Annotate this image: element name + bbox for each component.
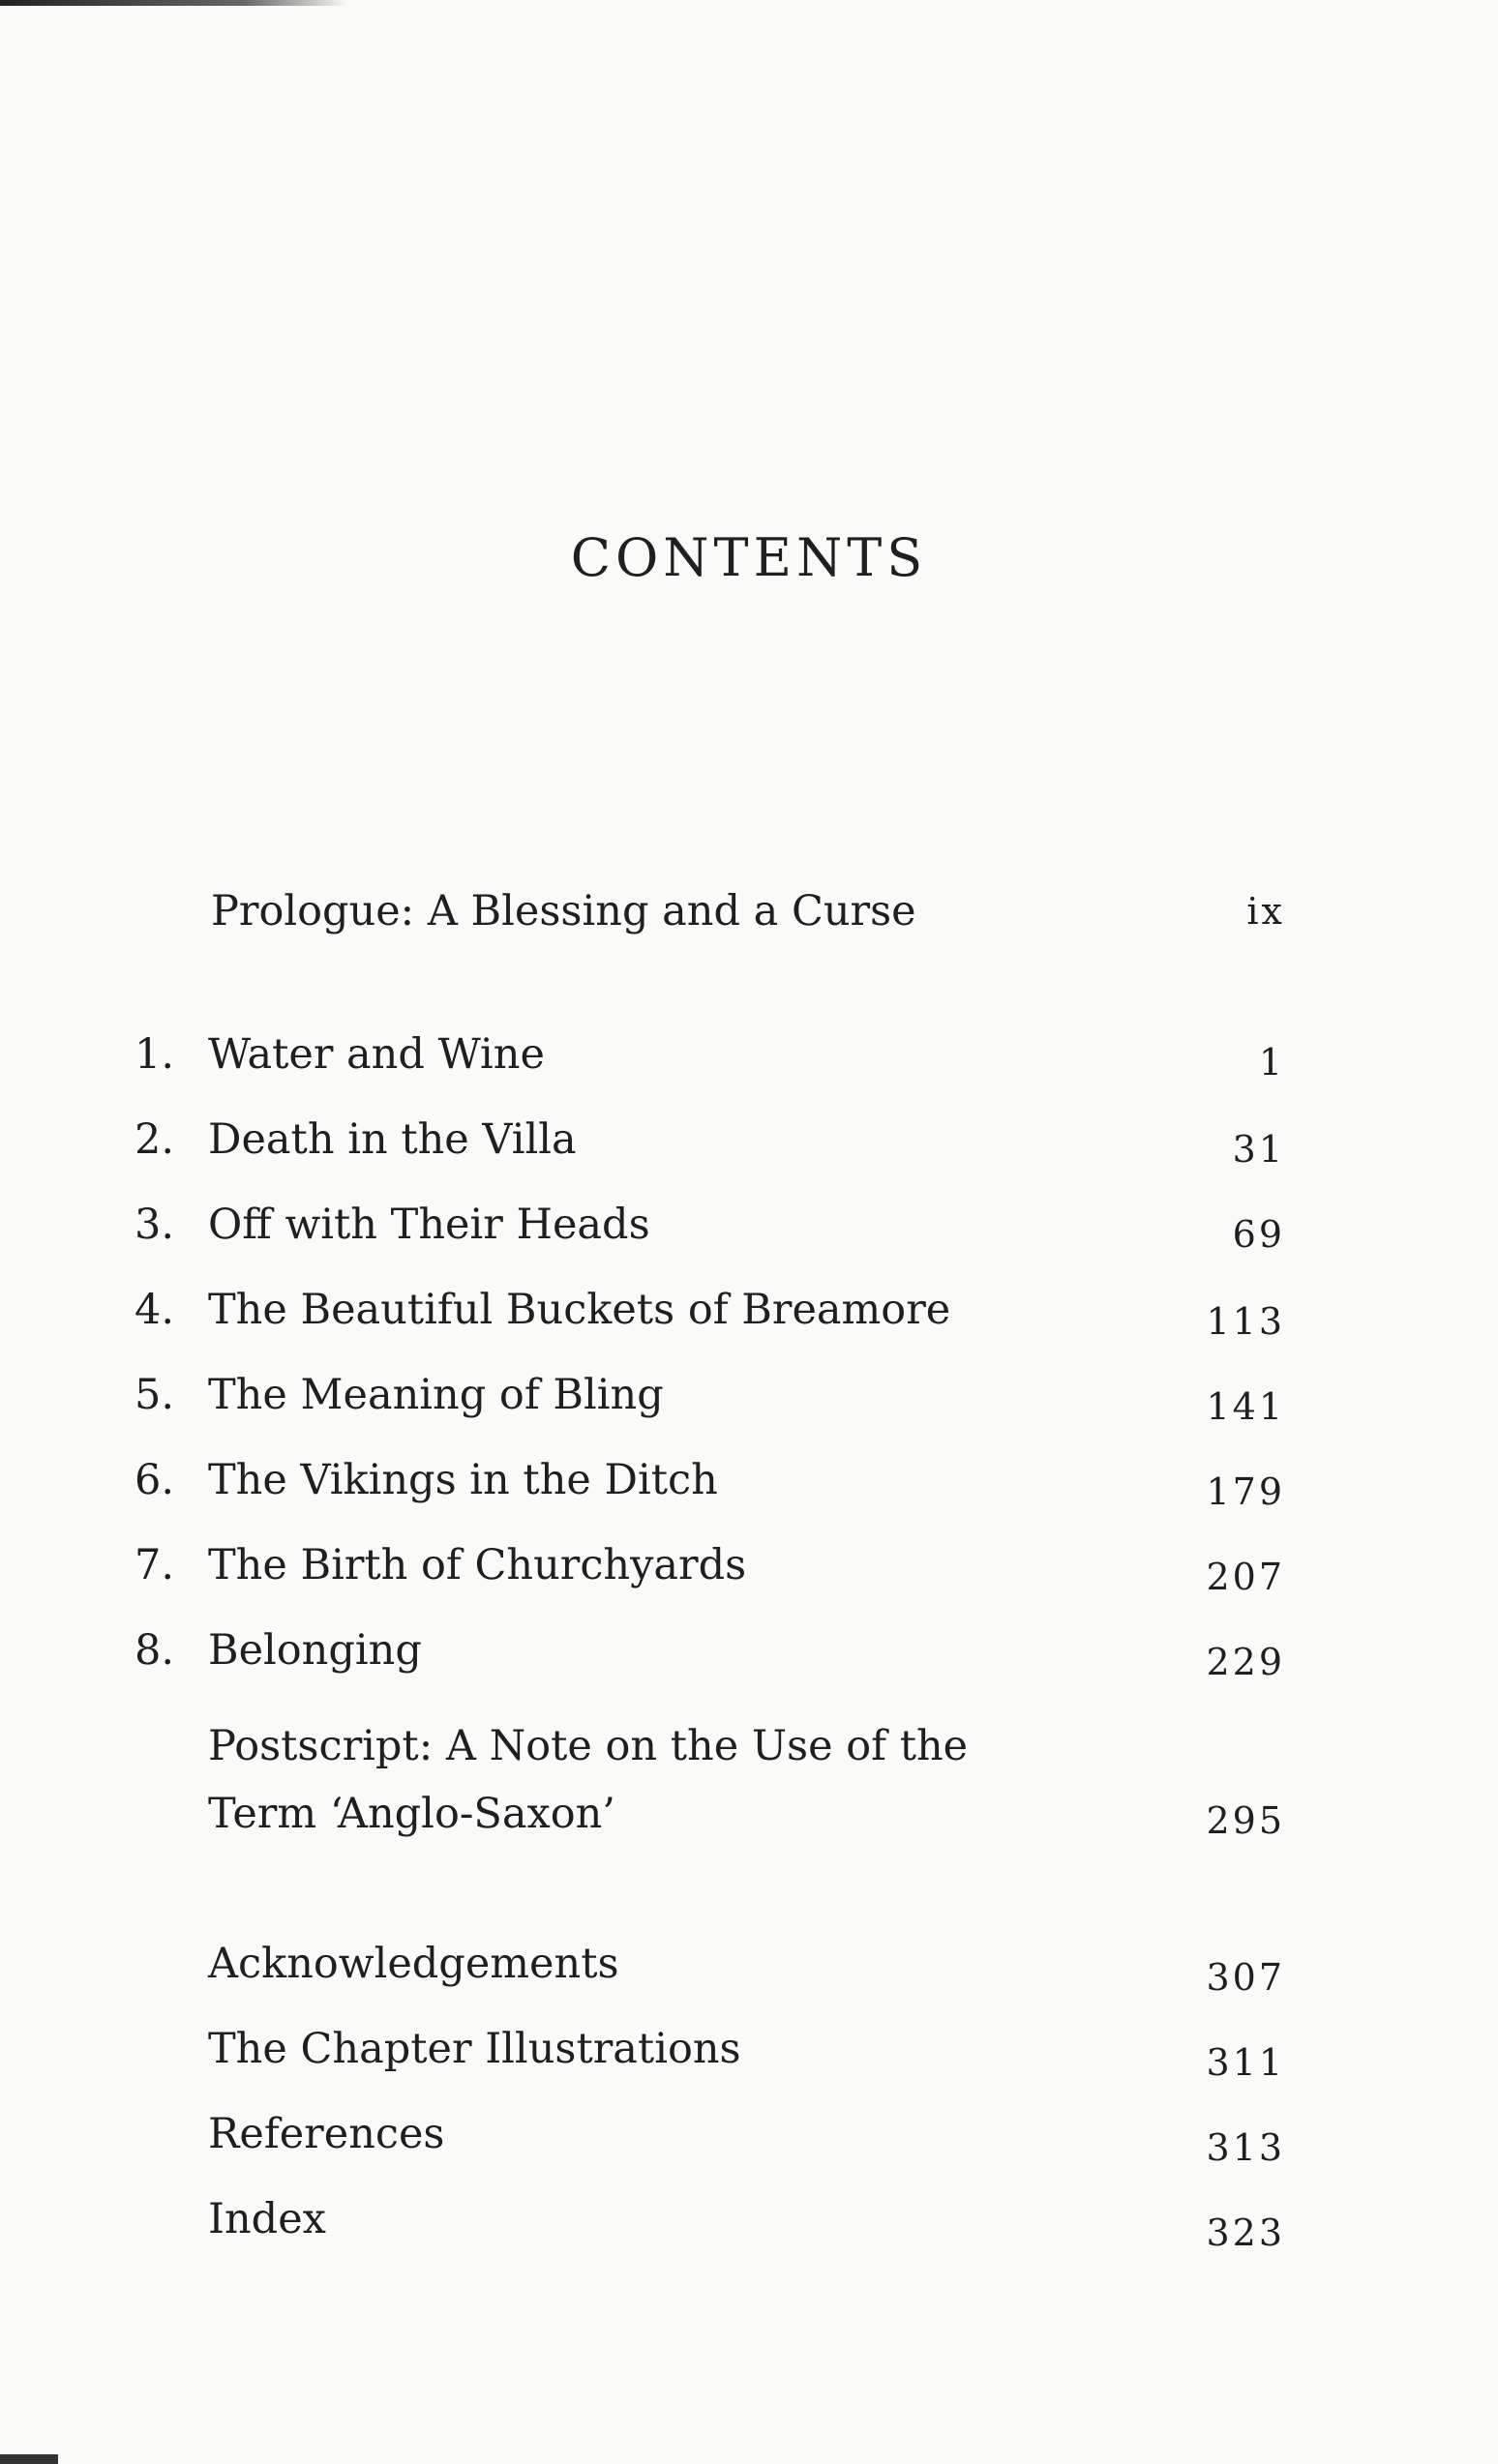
toc-entry-label: The Birth of Churchyards — [208, 1541, 747, 1589]
toc-entry-label: Off with Their Heads — [208, 1201, 650, 1249]
toc-entry-label: The Meaning of Bling — [208, 1371, 664, 1419]
toc-entry-page: 323 — [1206, 2212, 1285, 2254]
toc-entry-label: Acknowledgements — [208, 1940, 619, 1988]
toc-entry-page: 141 — [1206, 1385, 1285, 1428]
toc-entry-label-line-1: Postscript: A Note on the Use of the — [208, 1722, 969, 1770]
toc-entry-number: 8. — [134, 1626, 174, 1675]
toc-entry-page: 207 — [1206, 1556, 1285, 1598]
toc-entry-label: Water and Wine — [208, 1030, 545, 1079]
toc-entry-page: 113 — [1206, 1300, 1285, 1343]
toc-entry-chapter-5 — [0, 1366, 1498, 1428]
toc-entry-chapter-illustrations — [0, 2020, 1498, 2084]
toc-entry-index — [0, 2190, 1498, 2254]
toc-entry-chapter-6 — [0, 1451, 1498, 1513]
toc-entry-number: 5. — [134, 1371, 174, 1419]
toc-entry-references — [0, 2105, 1498, 2169]
toc-entry-page: 69 — [1232, 1213, 1285, 1256]
toc-entry-label: References — [208, 2110, 445, 2158]
toc-entry-label: The Beautiful Buckets of Breamore — [208, 1286, 951, 1334]
toc-entry-page: 307 — [1206, 1956, 1285, 1999]
toc-entry-label: Index — [208, 2195, 326, 2243]
toc-entry-chapter-3 — [0, 1196, 1498, 1254]
toc-entry-page: ix — [1246, 890, 1285, 933]
toc-entry-number: 7. — [134, 1541, 174, 1589]
toc-entry-page: 295 — [1206, 1799, 1285, 1842]
toc-entry-number: 3. — [134, 1201, 174, 1249]
toc-entry-number: 2. — [134, 1115, 174, 1164]
toc-entry-page: 313 — [1206, 2126, 1285, 2169]
page-title: CONTENTS — [570, 527, 928, 588]
toc-entry-prologue — [0, 882, 1498, 940]
toc-entry-page: 311 — [1206, 2041, 1285, 2084]
toc-entry-postscript — [0, 1712, 1498, 1848]
toc-entry-page: 1 — [1258, 1041, 1285, 1084]
toc-entry-label: Prologue: A Blessing and a Curse — [211, 887, 916, 935]
toc-entry-acknowledgements — [0, 1935, 1498, 1999]
toc-entry-chapter-4 — [0, 1281, 1498, 1343]
toc-entry-page: 179 — [1206, 1470, 1285, 1513]
toc-entry-number: 4. — [134, 1286, 174, 1334]
toc-entry-chapter-1 — [0, 1025, 1498, 1084]
toc-entry-number: 6. — [134, 1456, 174, 1504]
toc-entry-label-line-2: Term ‘Anglo-Saxon’ — [208, 1790, 615, 1838]
toc-entry-label: Death in the Villa — [208, 1115, 577, 1164]
toc-entry-number: 1. — [134, 1030, 174, 1079]
toc-entry-label: The Chapter Illustrations — [208, 2025, 741, 2073]
toc-entry-label: The Vikings in the Ditch — [208, 1456, 718, 1504]
toc-entry-page: 229 — [1206, 1641, 1285, 1683]
toc-entry-page: 31 — [1232, 1128, 1285, 1171]
page-edge-corner — [0, 2454, 58, 2464]
toc-entry-chapter-8 — [0, 1621, 1498, 1683]
toc-entry-label: Belonging — [208, 1626, 422, 1675]
page-edge-shadow — [0, 0, 348, 6]
toc-entry-chapter-7 — [0, 1536, 1498, 1598]
toc-entry-chapter-2 — [0, 1111, 1498, 1169]
